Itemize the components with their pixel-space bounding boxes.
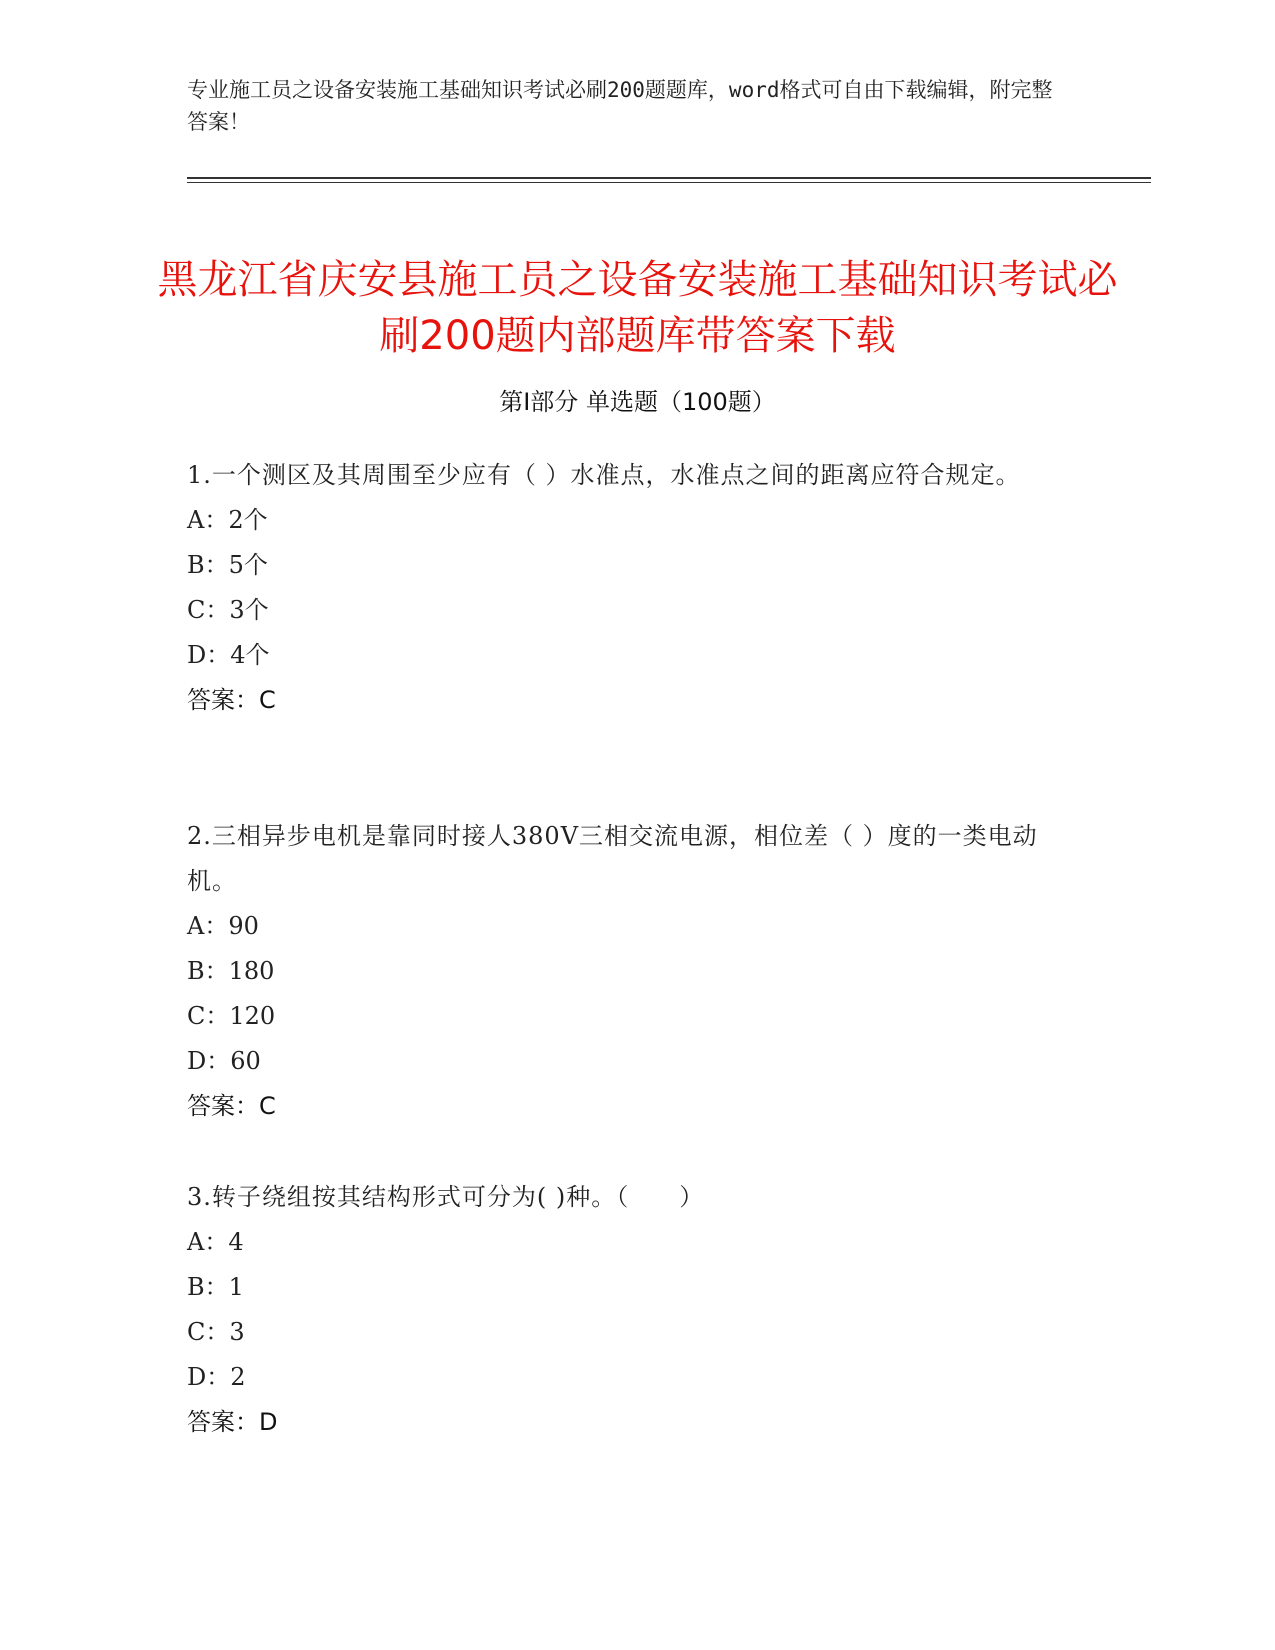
option-a: A：2个 [187,506,268,534]
document-title: 黑龙江省庆安县施工员之设备安装施工基础知识考试必刷200题内部题库带答案下载 [157,256,1118,359]
question-1 [187,453,1087,723]
option-d: D：2 [187,1363,246,1391]
option-b: B：1 [187,1273,244,1301]
answer: 答案：D [187,1408,278,1436]
option-b: B：180 [187,957,275,985]
option-d: D：60 [187,1047,261,1075]
header-note: 专业施工员之设备安装施工基础知识考试必刷200题题库，word格式可自由下载编辑，附完整答案！ [187,78,1053,134]
answer: 答案：C [187,1092,276,1120]
option-c: C：3 [187,1318,245,1346]
question-stem: 2.三相异步电机是靠同时接人380V三相交流电源，相位差（ ）度的一类电动机。 [187,822,1038,895]
question-stem: 3.转子绕组按其结构形式可分为( )种。（ ） [187,1183,705,1211]
option-b: B：5个 [187,551,268,579]
option-c: C：3个 [187,596,269,624]
question-stem: 1.一个测区及其周围至少应有（ ）水准点，水准点之间的距离应符合规定。 [187,461,1021,489]
answer: 答案：C [187,686,276,714]
option-c: C：120 [187,1002,276,1030]
option-a: A：90 [187,912,259,940]
header-divider-thin [187,182,1151,183]
section-heading: 第I部分 单选题（100题） [499,388,776,416]
question-2 [187,814,1087,1129]
question-3 [187,1175,1087,1445]
header-divider-thick [187,177,1151,179]
option-a: A：4 [187,1228,244,1256]
option-d: D：4个 [187,641,270,669]
